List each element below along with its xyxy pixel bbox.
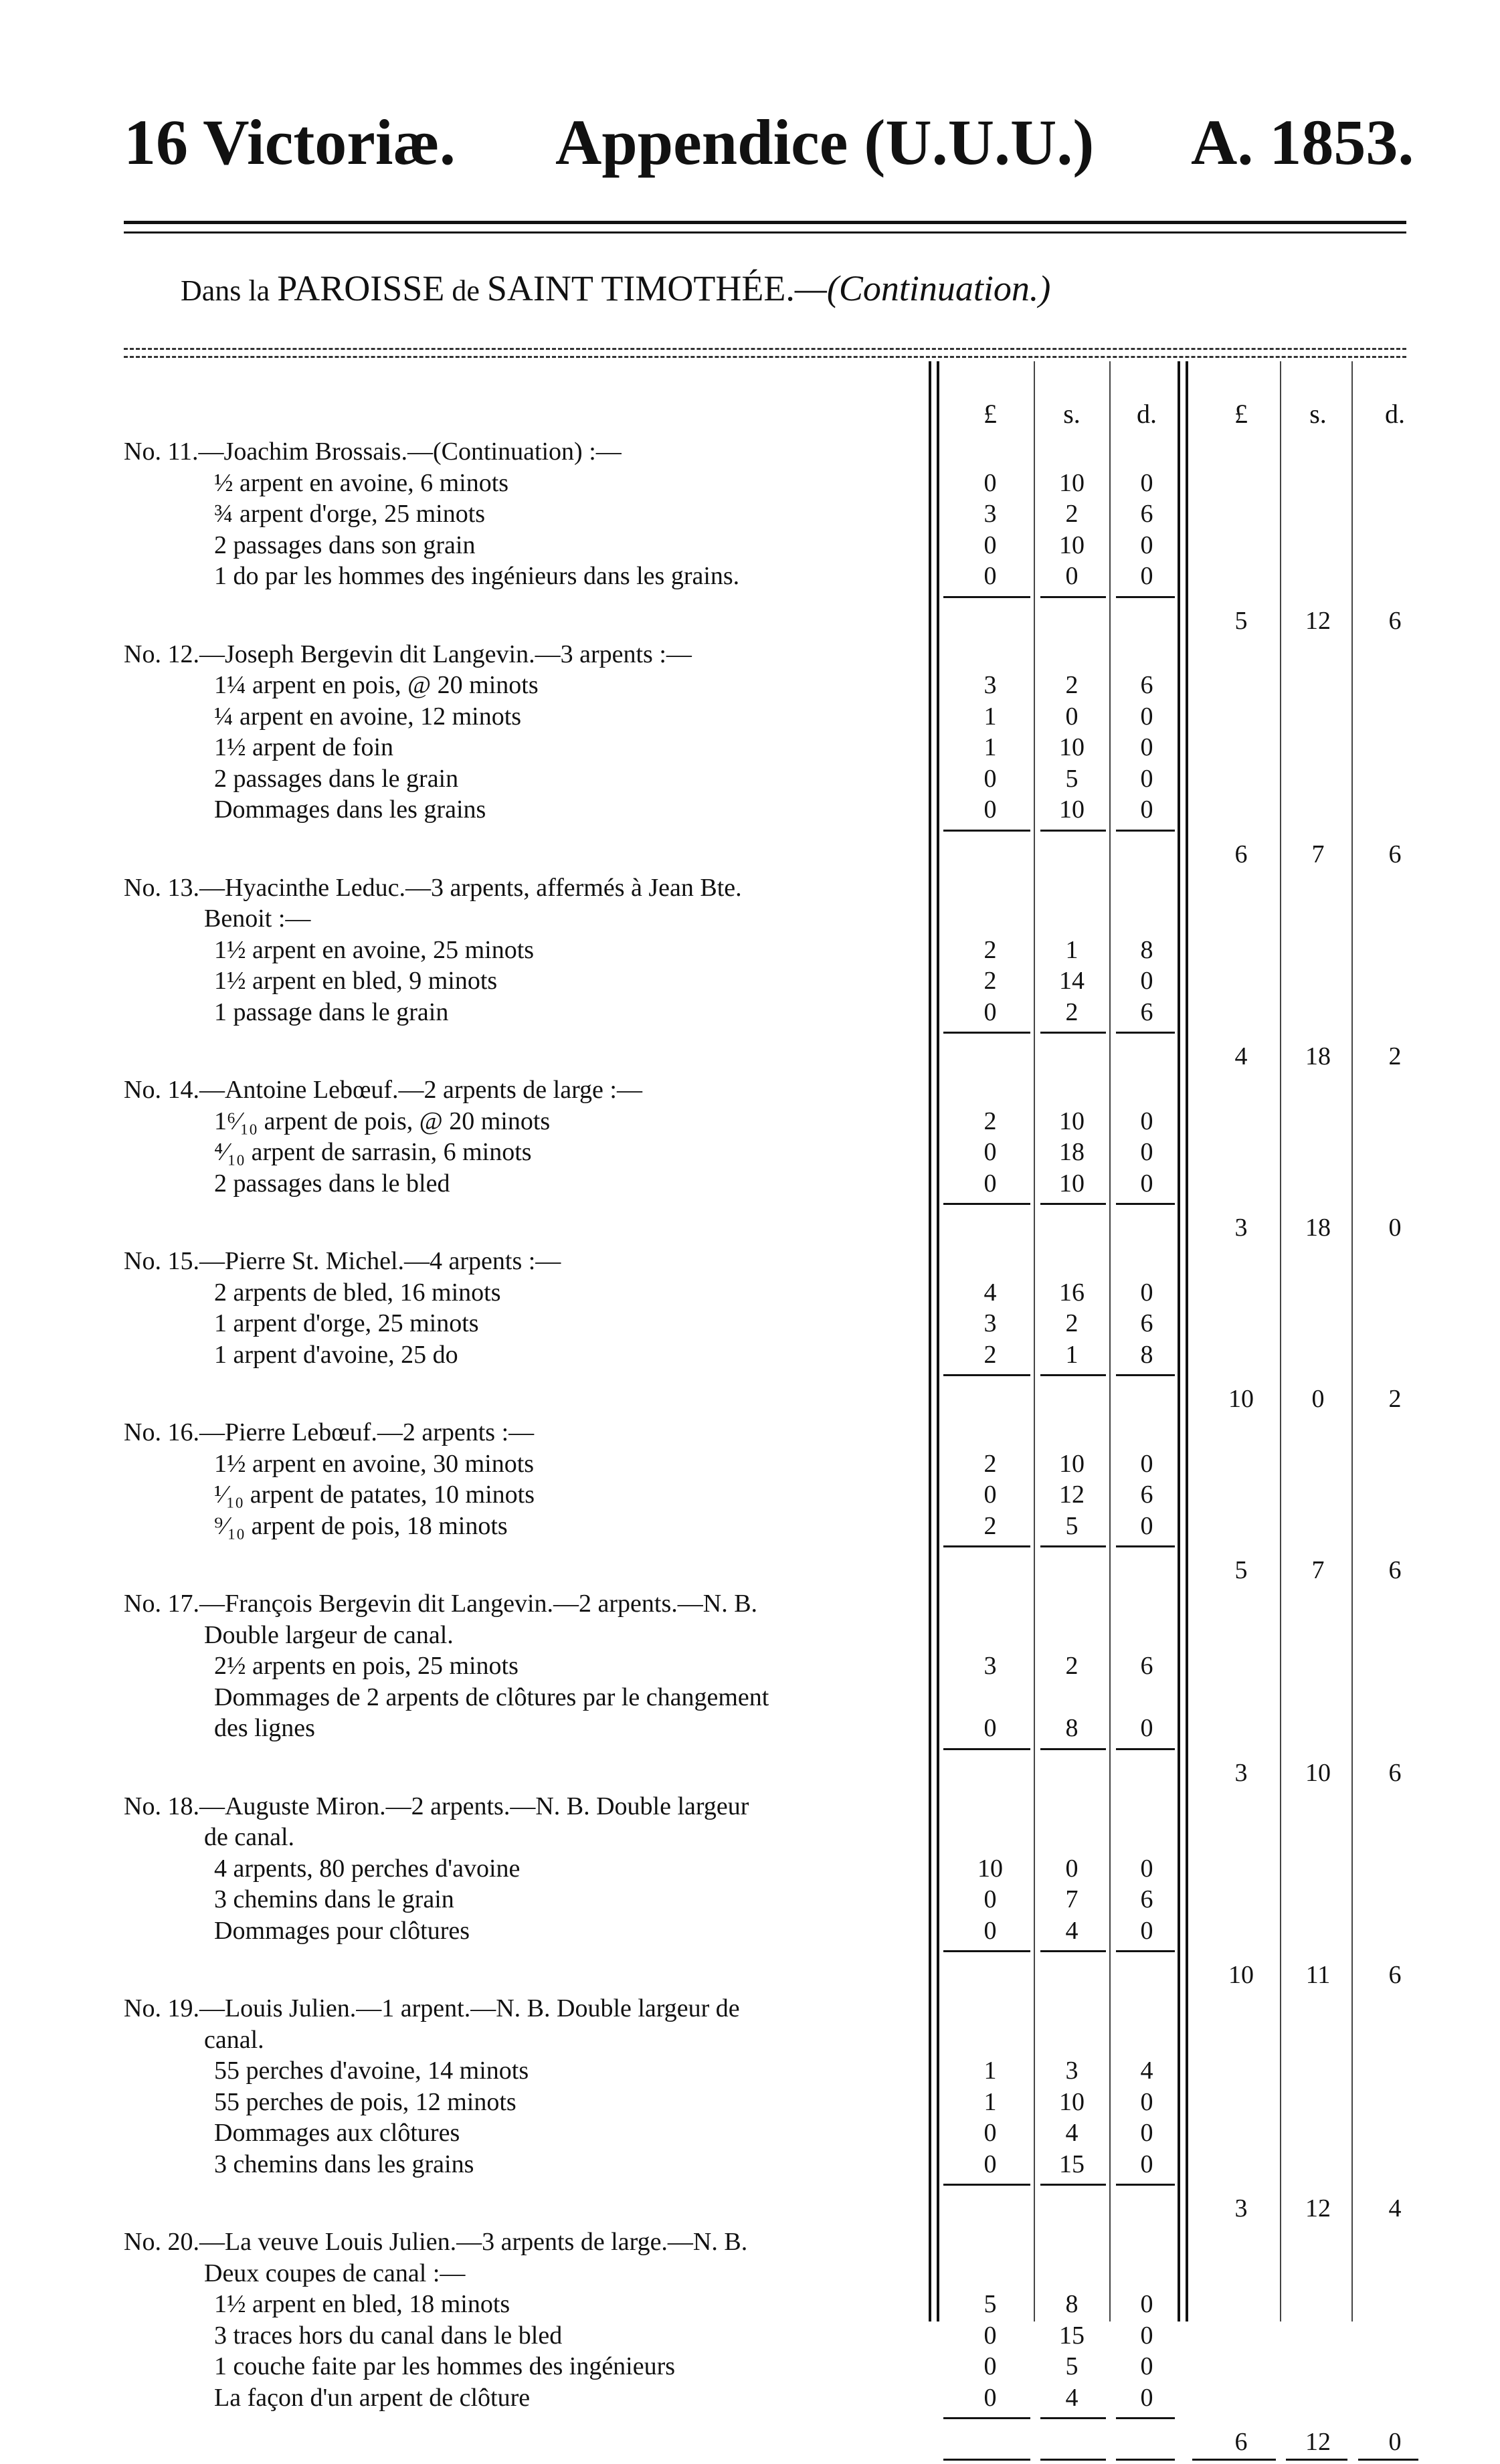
item-amount: 5 (1065, 2352, 1079, 2380)
item-amount: 0 (1140, 1278, 1153, 1307)
item-amount: 1 (983, 2057, 997, 2085)
item-label: 3 chemins dans les grains (214, 2150, 474, 2178)
item-label: 2 passages dans le grain (214, 764, 459, 793)
header-right: A. 1853. (1191, 106, 1414, 178)
item-amount: 4 (1065, 2119, 1079, 2147)
entry-total: 0 (1388, 2428, 1402, 2456)
subtotal-rule (943, 1203, 1030, 1205)
col-head-pence: d. (1137, 399, 1157, 429)
entry-total: 3 (1234, 1214, 1248, 1242)
subtotal-rule (1116, 1950, 1175, 1952)
item-amount: 0 (1140, 2150, 1153, 2178)
item-label: 1½ arpent en avoine, 25 minots (214, 935, 535, 964)
item-label: ⁹⁄₁₀ arpent de pois, 18 minots (214, 1511, 508, 1540)
entry-total: 6 (1388, 1758, 1402, 1787)
entry-heading: No. 12.—Joseph Bergevin dit Langevin.—3 arpents :— (124, 640, 692, 668)
item-label: 1¼ arpent en pois, @ 20 minots (214, 671, 539, 699)
item-amount: 0 (1140, 531, 1153, 559)
item-amount: 1 (1065, 1340, 1079, 1369)
item-amount: 8 (1140, 1340, 1153, 1369)
header-left: 16 Victoriæ. (124, 106, 456, 178)
item-amount: 0 (1140, 1449, 1153, 1478)
item-amount: 0 (1140, 468, 1153, 497)
item-amount: 1 (983, 702, 997, 731)
subtotal-rule (1116, 1032, 1175, 1034)
item-amount: 6 (1140, 671, 1153, 699)
item-label: 3 traces hors du canal dans le bled (214, 2321, 563, 2350)
subtitle-de: de (444, 274, 487, 307)
subtotal-rule (943, 1032, 1030, 1034)
item-amount: 1 (983, 2087, 997, 2116)
item-amount: 12 (1059, 1481, 1085, 1509)
item-amount: 0 (983, 1481, 997, 1509)
item-amount: 0 (983, 1916, 997, 1945)
final-rule (1040, 2459, 1106, 2461)
item-amount: 0 (983, 764, 997, 793)
subtotal-rule (943, 2417, 1030, 2419)
item-amount: 2 (1065, 1652, 1079, 1680)
entry-total: 4 (1388, 2194, 1402, 2222)
item-amount: 2 (983, 1340, 997, 1369)
entry-total: 2 (1388, 1042, 1402, 1070)
item-amount: 0 (1065, 702, 1079, 731)
entry-total: 10 (1305, 1758, 1331, 1787)
entry-heading-cont: de canal. (204, 1823, 295, 1851)
item-label: 1½ arpent en bled, 18 minots (214, 2290, 510, 2318)
section-title (181, 268, 1050, 309)
item-amount: 10 (1059, 1169, 1085, 1198)
subtotal-rule (1116, 1203, 1175, 1205)
item-amount: 2 (1065, 671, 1079, 699)
entry-total: 18 (1305, 1214, 1331, 1242)
col-rule-g (1280, 361, 1281, 2321)
item-amount: 0 (1140, 1107, 1153, 1135)
col-head-total-pence: d. (1385, 399, 1405, 429)
entry-total: 12 (1305, 2428, 1331, 2456)
entry-heading: No. 11.—Joachim Brossais.—(Continuation) :— (124, 438, 622, 466)
subtotal-rule (943, 1950, 1030, 1952)
item-amount: 2 (1065, 998, 1079, 1026)
item-amount: 3 (983, 500, 997, 528)
subtotal-rule (1040, 1748, 1106, 1750)
col-rule-f (1186, 361, 1188, 2321)
col-rule-d (1109, 361, 1111, 2321)
entry-total: 7 (1311, 840, 1325, 868)
item-amount: 15 (1059, 2321, 1085, 2350)
table-top-rule-2 (124, 356, 1406, 358)
item-label: 2 arpents de bled, 16 minots (214, 1278, 501, 1307)
item-label: 55 perches d'avoine, 14 minots (214, 2057, 529, 2085)
item-label: 3 chemins dans le grain (214, 1885, 454, 1913)
item-label: des lignes (214, 1714, 315, 1742)
subtotal-rule (1040, 1950, 1106, 1952)
item-amount: 0 (1140, 702, 1153, 731)
item-label: ½ arpent en avoine, 6 minots (214, 468, 509, 497)
item-label: 1½ arpent en avoine, 30 minots (214, 1449, 535, 1478)
item-amount: 16 (1059, 1278, 1085, 1307)
item-amount: 5 (1065, 1511, 1079, 1540)
item-amount: 15 (1059, 2150, 1085, 2178)
table-top-rule-1 (124, 348, 1406, 350)
item-label: Dommages aux clôtures (214, 2119, 460, 2147)
entry-heading-cont: Benoit :— (204, 905, 311, 933)
item-amount: 5 (983, 2290, 997, 2318)
item-amount: 14 (1059, 967, 1085, 995)
col-rule-b (937, 361, 939, 2321)
item-amount: 0 (1140, 562, 1153, 590)
item-label: ¾ arpent d'orge, 25 minots (214, 500, 486, 528)
item-amount: 0 (983, 1169, 997, 1198)
entry-heading: No. 15.—Pierre St. Michel.—4 arpents :— (124, 1247, 561, 1275)
item-amount: 0 (1140, 795, 1153, 824)
item-amount: 10 (1059, 1449, 1085, 1478)
entry-total: 3 (1234, 2194, 1248, 2222)
item-amount: 4 (1140, 2057, 1153, 2085)
header-rule-1 (124, 221, 1406, 224)
header-rule-2 (124, 231, 1406, 233)
item-amount: 0 (983, 2321, 997, 2350)
item-amount: 0 (1065, 562, 1079, 590)
final-rule (1358, 2459, 1418, 2461)
subtotal-rule (1040, 2184, 1106, 2186)
entry-total: 3 (1234, 1758, 1248, 1787)
item-label: Dommages dans les grains (214, 795, 486, 824)
item-amount: 0 (983, 2383, 997, 2412)
item-amount: 8 (1065, 2290, 1079, 2318)
entry-total: 5 (1234, 606, 1248, 635)
subtotal-rule (1116, 596, 1175, 598)
item-amount: 2 (983, 935, 997, 964)
entry-total: 6 (1388, 606, 1402, 635)
item-amount: 0 (1140, 1714, 1153, 1742)
subtotal-rule (943, 596, 1030, 598)
item-amount: 0 (1140, 1916, 1153, 1945)
item-label: 1 passage dans le grain (214, 998, 449, 1026)
item-amount: 3 (1065, 2057, 1079, 2085)
item-amount: 10 (1059, 733, 1085, 761)
item-amount: 8 (1065, 1714, 1079, 1742)
item-amount: 18 (1059, 1138, 1085, 1166)
subtotal-rule (1040, 1374, 1106, 1376)
item-amount: 0 (983, 562, 997, 590)
item-amount: 10 (1059, 2087, 1085, 2116)
item-amount: 0 (1140, 764, 1153, 793)
item-label: 1 arpent d'orge, 25 minots (214, 1309, 479, 1337)
subtotal-rule (943, 2184, 1030, 2186)
subtotal-rule (1040, 1032, 1106, 1034)
item-amount: 1 (983, 733, 997, 761)
col-rule-c (1034, 361, 1035, 2321)
entry-heading-cont: canal. (204, 2025, 264, 2054)
subtotal-rule (1116, 2417, 1175, 2419)
item-amount: 7 (1065, 1885, 1079, 1913)
item-amount: 0 (983, 795, 997, 824)
item-amount: 10 (1059, 531, 1085, 559)
item-amount: 10 (977, 1854, 1003, 1883)
item-amount: 3 (983, 671, 997, 699)
subtotal-rule (943, 1374, 1030, 1376)
item-amount: 0 (983, 468, 997, 497)
entry-total: 11 (1305, 1961, 1331, 1989)
entry-heading-cont: Deux coupes de canal :— (204, 2259, 466, 2287)
entry-total: 5 (1234, 1556, 1248, 1584)
item-amount: 2 (983, 1107, 997, 1135)
item-amount: 0 (983, 1714, 997, 1742)
item-amount: 0 (983, 998, 997, 1026)
item-amount: 0 (983, 1138, 997, 1166)
entry-total: 0 (1311, 1385, 1325, 1413)
item-label: 1 arpent d'avoine, 25 do (214, 1340, 458, 1369)
item-amount: 0 (1065, 1854, 1079, 1883)
item-label: ¼ arpent en avoine, 12 minots (214, 702, 522, 731)
subtotal-rule (1116, 1545, 1175, 1547)
item-amount: 0 (983, 1885, 997, 1913)
final-rule (1192, 2459, 1276, 2461)
item-label: Dommages de 2 arpents de clôtures par le changement (214, 1683, 769, 1711)
item-amount: 0 (1140, 1138, 1153, 1166)
item-amount: 0 (1140, 2321, 1153, 2350)
subtitle-cont: —(Continuation.) (794, 268, 1051, 308)
subtitle-main: PAROISSE (277, 268, 445, 308)
item-amount: 0 (1140, 2119, 1153, 2147)
subtotal-rule (943, 830, 1030, 832)
col-head-total-pounds: £ (1234, 399, 1248, 429)
subtotal-rule (1116, 1374, 1175, 1376)
item-amount: 0 (1140, 1854, 1153, 1883)
item-amount: 3 (983, 1309, 997, 1337)
item-label: 2 passages dans son grain (214, 531, 476, 559)
item-amount: 6 (1140, 1652, 1153, 1680)
item-amount: 4 (1065, 1916, 1079, 1945)
item-amount: 6 (1140, 1885, 1153, 1913)
entry-heading: No. 18.—Auguste Miron.—2 arpents.—N. B. Double largeur (124, 1792, 749, 1820)
col-head-total-shillings: s. (1309, 399, 1327, 429)
item-amount: 2 (1065, 1309, 1079, 1337)
item-amount: 10 (1059, 795, 1085, 824)
subtotal-rule (1116, 830, 1175, 832)
col-rule-a (929, 361, 931, 2321)
item-amount: 6 (1140, 1309, 1153, 1337)
item-label: ⁴⁄₁₀ arpent de sarrasin, 6 minots (214, 1138, 532, 1166)
subtotal-rule (1116, 1748, 1175, 1750)
item-label: 1½ arpent de foin (214, 733, 394, 761)
item-label: 2½ arpents en pois, 25 minots (214, 1652, 519, 1680)
entry-total: 6 (1234, 840, 1248, 868)
entry-total: 4 (1234, 1042, 1248, 1070)
item-amount: 6 (1140, 500, 1153, 528)
item-label: 1⁶⁄₁₀ arpent de pois, @ 20 minots (214, 1107, 551, 1135)
final-rule (1116, 2459, 1175, 2461)
item-amount: 0 (1140, 2383, 1153, 2412)
subtotal-rule (1040, 1545, 1106, 1547)
item-amount: 10 (1059, 468, 1085, 497)
item-amount: 2 (983, 1449, 997, 1478)
subtotal-rule (943, 1545, 1030, 1547)
entry-total: 18 (1305, 1042, 1331, 1070)
entry-heading-cont: Double largeur de canal. (204, 1620, 454, 1649)
item-amount: 2 (983, 1511, 997, 1540)
item-amount: 0 (1140, 2290, 1153, 2318)
item-amount: 8 (1140, 935, 1153, 964)
entry-heading: No. 14.—Antoine Lebœuf.—2 arpents de large :— (124, 1076, 642, 1104)
item-label: 4 arpents, 80 perches d'avoine (214, 1854, 521, 1883)
entry-total: 6 (1234, 2428, 1248, 2456)
item-amount: 1 (1065, 935, 1079, 964)
item-amount: 4 (1065, 2383, 1079, 2412)
item-amount: 0 (1140, 2087, 1153, 2116)
item-amount: 6 (1140, 998, 1153, 1026)
final-rule (943, 2459, 1030, 2461)
entry-total: 2 (1388, 1385, 1402, 1413)
item-amount: 3 (983, 1652, 997, 1680)
item-label: Dommages pour clôtures (214, 1916, 470, 1945)
item-amount: 0 (983, 531, 997, 559)
item-amount: 0 (1140, 967, 1153, 995)
subtotal-rule (1040, 596, 1106, 598)
entry-total: 10 (1228, 1961, 1254, 1989)
item-label: La façon d'un arpent de clôture (214, 2383, 531, 2412)
item-amount: 6 (1140, 1481, 1153, 1509)
entry-total: 6 (1388, 840, 1402, 868)
entry-total: 0 (1388, 1214, 1402, 1242)
item-amount: 5 (1065, 764, 1079, 793)
col-rule-h (1351, 361, 1353, 2321)
item-amount: 10 (1059, 1107, 1085, 1135)
item-label: 2 passages dans le bled (214, 1169, 450, 1198)
header-center: Appendice (U.U.U.) (555, 106, 1095, 178)
entry-heading: No. 20.—La veuve Louis Julien.—3 arpents de large.—N. B. (124, 2228, 748, 2256)
item-amount: 0 (1140, 733, 1153, 761)
item-amount: 2 (1065, 500, 1079, 528)
column-headers (0, 398, 1500, 438)
item-amount: 0 (983, 2119, 997, 2147)
item-amount: 0 (983, 2150, 997, 2178)
item-label: ¹⁄₁₀ arpent de patates, 10 minots (214, 1481, 535, 1509)
entry-total: 12 (1305, 606, 1331, 635)
entry-total: 10 (1228, 1385, 1254, 1413)
entry-heading: No. 16.—Pierre Lebœuf.—2 arpents :— (124, 1418, 535, 1446)
item-label: 1 do par les hommes des ingénieurs dans les grains. (214, 562, 740, 590)
entry-total: 6 (1388, 1961, 1402, 1989)
col-head-shillings: s. (1063, 399, 1081, 429)
item-amount: 0 (983, 2352, 997, 2380)
entry-total: 12 (1305, 2194, 1331, 2222)
item-amount: 0 (1140, 1169, 1153, 1198)
item-amount: 4 (983, 1278, 997, 1307)
item-label: 55 perches de pois, 12 minots (214, 2087, 517, 2116)
subtotal-rule (943, 1748, 1030, 1750)
entry-total: 7 (1311, 1556, 1325, 1584)
subtotal-rule (1040, 1203, 1106, 1205)
entry-heading: No. 13.—Hyacinthe Leduc.—3 arpents, affermés à Jean Bte. (124, 873, 742, 902)
entry-heading: No. 19.—Louis Julien.—1 arpent.—N. B. Double largeur de (124, 1994, 740, 2022)
item-amount: 0 (1140, 2352, 1153, 2380)
subtitle-place: SAINT TIMOTHÉE. (486, 268, 795, 308)
subtotal-rule (1040, 2417, 1106, 2419)
subtotal-rule (1040, 830, 1106, 832)
item-amount: 0 (1140, 1511, 1153, 1540)
entry-total: 6 (1388, 1556, 1402, 1584)
item-amount: 2 (983, 967, 997, 995)
subtitle-prefix: Dans la (181, 274, 278, 307)
item-label: 1 couche faite par les hommes des ingénieurs (214, 2352, 676, 2380)
entry-heading: No. 17.—François Bergevin dit Langevin.—2 arpents.—N. B. (124, 1590, 758, 1618)
final-rule (1286, 2459, 1347, 2461)
col-head-pounds: £ (983, 399, 997, 429)
item-label: 1½ arpent en bled, 9 minots (214, 967, 498, 995)
subtotal-rule (1116, 2184, 1175, 2186)
